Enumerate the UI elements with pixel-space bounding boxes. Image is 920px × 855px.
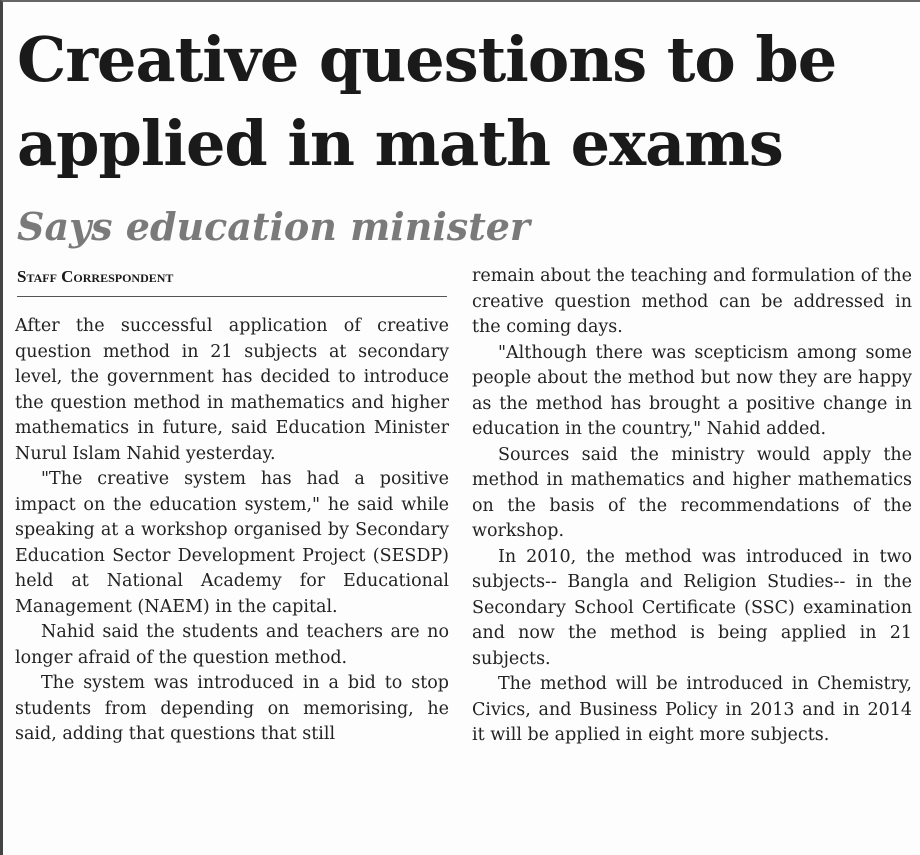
headline: Creative questions to be applied in math exams bbox=[17, 23, 837, 180]
paragraph: Nahid said the students and teachers are no longer afraid of the question method. bbox=[15, 622, 449, 668]
paragraph: In 2010, the method was introduced in two subjects-- Bangla and Religion Studies-- in the Secondary School Certificate (SSC) examination and now the method is being applied in 21 subjects. bbox=[472, 546, 912, 669]
subheadline: Says education minister bbox=[17, 204, 530, 249]
paragraph: "The creative system has had a positive impact on the education system," he said while speaking at a workshop organised by Secondary Education Sector Development Project (SESDP) held at National Academy for Educational Management (NAEM) in the capital. bbox=[15, 469, 449, 617]
paragraph: The system was introduced in a bid to stop students from depending on memorising, he said, adding that questions that still bbox=[15, 673, 449, 744]
paragraph: "Although there was scepticism among some people about the method but now they are happy as the method has brought a positive change in education in the country," Nahid added. bbox=[472, 342, 912, 439]
paragraph: Sources said the ministry would apply the method in mathematics and higher mathematics on the basis of the recommendations of the workshop. bbox=[472, 444, 912, 541]
paragraph: remain about the teaching and formulation of the creative question method can be addressed in the coming days. bbox=[472, 266, 912, 337]
article-column-left bbox=[15, 314, 449, 748]
paragraph: After the successful application of creative question method in 21 subjects at secondary level, the government has decided to introduce the question method in mathematics and higher mathematics in future, said Education Minister Nurul Islam Nahid yesterday. bbox=[15, 316, 449, 464]
paragraph: The method will be introduced in Chemistry, Civics, and Business Policy in 2013 and in 2014 it will be applied in eight more subjects. bbox=[472, 674, 912, 745]
byline: Staff Correspondent bbox=[17, 266, 447, 297]
article-column-right bbox=[472, 264, 912, 749]
